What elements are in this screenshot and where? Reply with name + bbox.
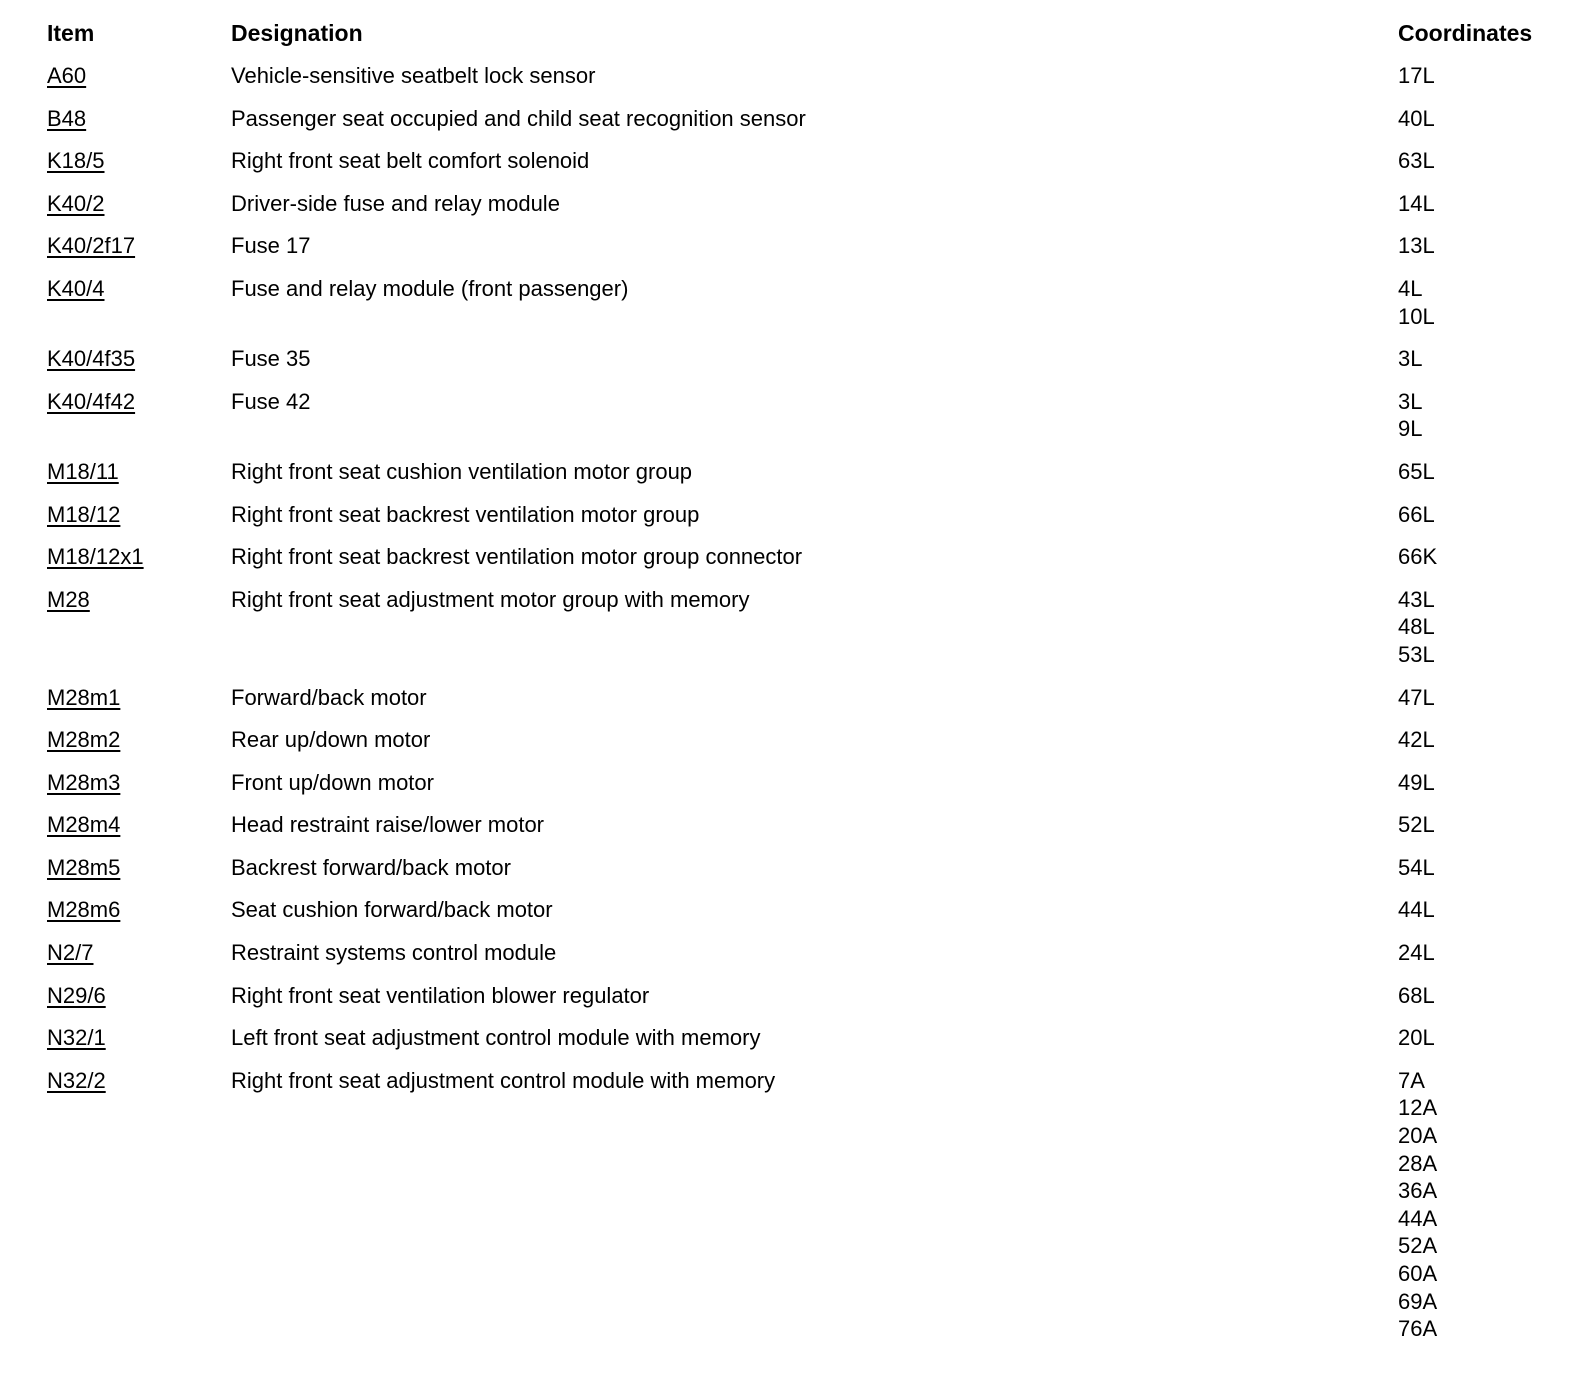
coordinate-value: 52L: [1398, 812, 1435, 838]
table-row: [0, 190, 1584, 233]
header-coordinates: Coordinates: [1398, 20, 1533, 46]
coordinate-value: 12A: [1398, 1095, 1438, 1121]
item-link[interactable]: N2/7: [47, 940, 94, 966]
coordinate-value: 42L: [1398, 727, 1435, 753]
item-link[interactable]: N32/2: [47, 1067, 106, 1093]
table-row: [0, 684, 1584, 727]
table-row: [0, 543, 1584, 586]
coordinate-value: 65L: [1398, 458, 1435, 484]
table-row: [0, 105, 1584, 148]
table-row: [0, 62, 1584, 105]
designation-text: Head restraint raise/lower motor: [231, 812, 545, 838]
table-row: [0, 854, 1584, 897]
coordinate-value: 66L: [1398, 501, 1435, 527]
coordinate-value: 7A: [1398, 1067, 1425, 1093]
coordinates-list: [1398, 105, 1548, 133]
coordinate-value: 44A: [1398, 1205, 1438, 1231]
table-header: [0, 20, 1584, 50]
coordinate-value: 44L: [1398, 897, 1435, 923]
designation-text: Right front seat cushion ventilation motor group: [231, 458, 693, 484]
item-link[interactable]: K40/2f17: [47, 233, 136, 259]
item-link[interactable]: N29/6: [47, 982, 106, 1008]
item-link[interactable]: K40/4f35: [47, 346, 136, 372]
item-link[interactable]: M18/12: [47, 501, 121, 527]
table-row: [0, 769, 1584, 812]
table-row: [0, 726, 1584, 769]
table-row: [0, 147, 1584, 190]
designation-text: Right front seat belt comfort solenoid: [231, 148, 590, 174]
item-link[interactable]: K40/4f42: [47, 388, 136, 414]
coordinate-value: 66K: [1398, 544, 1438, 570]
item-link[interactable]: A60: [47, 63, 87, 88]
designation-text: Vehicle-sensitive seatbelt lock sensor: [231, 63, 596, 88]
coordinate-value: 24L: [1398, 940, 1435, 966]
item-link[interactable]: B48: [47, 105, 87, 131]
table-row: [0, 586, 1584, 684]
coordinate-value: 63L: [1398, 148, 1435, 174]
table-row: [0, 896, 1584, 939]
designation-text: Right front seat backrest ventilation motor group connector: [231, 544, 803, 570]
coordinate-value: 48L: [1398, 614, 1435, 640]
designation-text: Right front seat adjustment motor group with memory: [231, 586, 750, 612]
coordinates-list: [1398, 726, 1548, 754]
coordinate-value: 4L: [1398, 275, 1423, 301]
coordinate-value: 53L: [1398, 641, 1435, 667]
coordinates-list: [1398, 458, 1548, 486]
designation-text: Forward/back motor: [231, 684, 427, 710]
table-row: [0, 458, 1584, 501]
table-row: [0, 939, 1584, 982]
coordinate-value: 28A: [1398, 1150, 1438, 1176]
item-link[interactable]: M18/12x1: [47, 544, 144, 570]
header-designation: Designation: [231, 20, 363, 46]
item-link[interactable]: M18/11: [47, 458, 119, 484]
coordinates-list: [1398, 501, 1548, 529]
designation-text: Fuse 35: [231, 346, 311, 372]
coordinate-value: 9L: [1398, 416, 1423, 442]
coordinate-value: 76A: [1398, 1316, 1438, 1342]
designation-text: Fuse and relay module (front passenger): [231, 275, 629, 301]
item-link[interactable]: K40/2: [47, 190, 105, 216]
coordinate-value: 43L: [1398, 586, 1435, 612]
coordinates-list: [1398, 388, 1548, 443]
coordinate-value: 54L: [1398, 854, 1435, 880]
coordinate-value: 20L: [1398, 1025, 1435, 1051]
designation-text: Backrest forward/back motor: [231, 854, 511, 880]
coordinate-value: 14L: [1398, 190, 1435, 216]
designation-text: Fuse 42: [231, 388, 311, 414]
item-link[interactable]: M28m5: [47, 854, 121, 880]
coordinate-value: 20A: [1398, 1123, 1438, 1149]
coordinate-value: 40L: [1398, 105, 1435, 131]
coordinates-list: [1398, 275, 1548, 330]
coordinate-value: 49L: [1398, 769, 1435, 795]
designation-text: Seat cushion forward/back motor: [231, 897, 553, 923]
table-row: [0, 388, 1584, 458]
item-link[interactable]: M28m2: [47, 727, 121, 753]
component-table: [0, 62, 1584, 1358]
item-link[interactable]: M28m4: [47, 812, 121, 838]
designation-text: Left front seat adjustment control module with memory: [231, 1025, 761, 1051]
table-row: [0, 501, 1584, 544]
designation-text: Right front seat adjustment control module with memory: [231, 1067, 776, 1093]
table-row: [0, 232, 1584, 275]
item-link[interactable]: K18/5: [47, 148, 105, 174]
coordinate-value: 60A: [1398, 1261, 1438, 1286]
coordinates-list: [1398, 232, 1548, 260]
coordinates-list: [1398, 769, 1548, 797]
designation-text: Restraint systems control module: [231, 940, 557, 966]
designation-text: Passenger seat occupied and child seat recognition sensor: [231, 105, 806, 131]
coordinates-list: [1398, 939, 1548, 967]
item-link[interactable]: K40/4: [47, 275, 105, 301]
table-row: [0, 1024, 1584, 1067]
coordinates-list: [1398, 543, 1548, 571]
coordinates-list: [1398, 982, 1548, 1010]
coordinates-list: [1398, 586, 1548, 669]
coordinates-list: [1398, 684, 1548, 712]
coordinate-value: 69A: [1398, 1288, 1438, 1314]
designation-text: Right front seat backrest ventilation motor group: [231, 501, 700, 527]
item-link[interactable]: M28m6: [47, 897, 121, 923]
designation-text: Driver-side fuse and relay module: [231, 190, 560, 216]
coordinate-value: 47L: [1398, 684, 1435, 710]
table-row: [0, 811, 1584, 854]
table-row: [0, 1067, 1584, 1358]
designation-text: Front up/down motor: [231, 769, 434, 795]
item-link[interactable]: N32/1: [47, 1025, 106, 1051]
coordinate-value: 3L: [1398, 388, 1423, 414]
designation-text: Right front seat ventilation blower regulator: [231, 982, 650, 1008]
table-row: [0, 982, 1584, 1025]
table-row: [0, 345, 1584, 388]
coordinates-list: [1398, 62, 1548, 90]
table-row: [0, 275, 1584, 345]
item-link[interactable]: M28m3: [47, 769, 121, 795]
coordinate-value: 13L: [1398, 233, 1435, 259]
coordinates-list: [1398, 345, 1548, 373]
coordinates-list: [1398, 1067, 1548, 1343]
coordinates-list: [1398, 854, 1548, 882]
coordinates-list: [1398, 1024, 1548, 1052]
coordinates-list: [1398, 811, 1548, 839]
coordinate-value: 36A: [1398, 1178, 1438, 1204]
coordinates-list: [1398, 147, 1548, 175]
designation-text: Rear up/down motor: [231, 727, 431, 753]
coordinate-value: 3L: [1398, 346, 1423, 372]
coordinate-value: 68L: [1398, 982, 1435, 1008]
coordinates-list: [1398, 896, 1548, 924]
item-link[interactable]: M28: [47, 586, 90, 612]
designation-text: Fuse 17: [231, 233, 311, 259]
coordinates-list: [1398, 190, 1548, 218]
coordinate-value: 52A: [1398, 1233, 1438, 1259]
item-link[interactable]: M28m1: [47, 684, 121, 710]
coordinate-value: 10L: [1398, 303, 1435, 329]
coordinate-value: 17L: [1398, 63, 1435, 88]
header-item: Item: [47, 20, 95, 46]
